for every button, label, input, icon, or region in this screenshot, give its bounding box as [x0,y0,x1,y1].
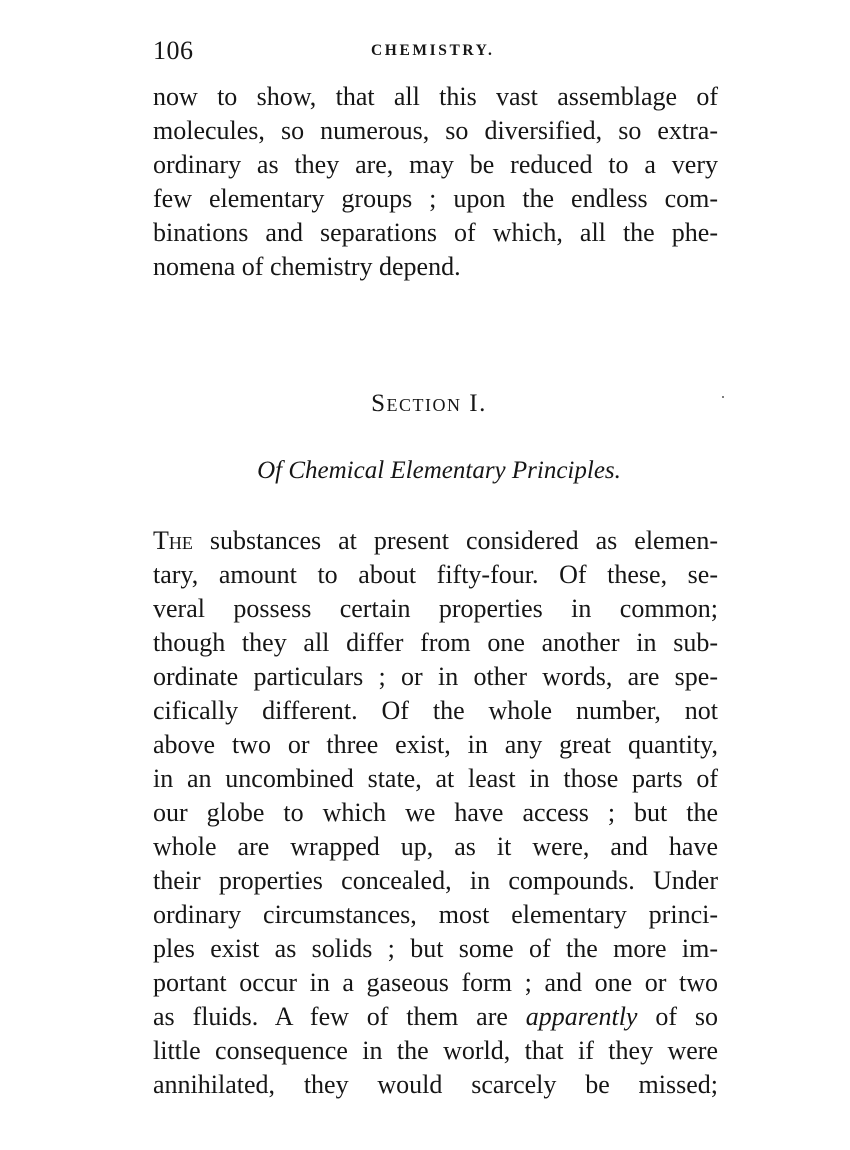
text-line: few elementary groups ; upon the endless com- [153,184,718,213]
text-line: nomena of chemistry depend. [153,252,461,281]
text-line: above two or three exist, in any great quantity, [153,730,718,759]
emphasized-word: apparently [525,1002,638,1031]
text-line: ordinary as they are, may be reduced to a very [153,150,718,179]
opening-word: The [153,526,193,555]
text-line: ordinary circumstances, most elementary princi- [153,900,718,929]
text-line: now to show, that all this vast assemblage of [153,82,718,111]
line-text: as fluids. A few of them are [153,1002,526,1031]
body-paragraph [153,524,718,1102]
text-line: ples exist as solids ; but some of the more im- [153,934,718,963]
section-heading: Section I. [371,390,487,417]
opening-line-text: substances at present considered as elemen- [192,526,718,555]
text-line: binations and separations of which, all the phe- [153,218,718,247]
text-line [153,524,718,558]
text-line: portant occur in a gaseous form ; and one or two [153,968,718,997]
page-number: 106 [153,36,194,65]
text-line: annihilated, they would scarcely be missed; [153,1070,718,1099]
text-line: veral possess certain properties in common; [153,594,718,623]
intro-paragraph [153,80,718,284]
text-line: little consequence in the world, that if they were [153,1036,718,1065]
text-line: their properties concealed, in compounds. Under [153,866,718,895]
text-line: cifically different. Of the whole number, not [153,696,718,725]
text-line: though they all differ from one another in sub- [153,628,718,657]
text-line: our globe to which we have access ; but the [153,798,718,827]
running-head [153,36,715,66]
running-title: CHEMISTRY. [371,42,495,59]
text-line: whole are wrapped up, as it were, and have [153,832,718,861]
text-line: ordinate particulars ; or in other words, are spe- [153,662,718,691]
line-text: of so [637,1002,718,1031]
text-line: tary, amount to about fifty-four. Of these, se- [153,560,718,589]
section-subtitle: Of Chemical Elementary Principles. [257,457,621,484]
text-line: in an uncombined state, at least in those parts of [153,764,718,793]
text-line: molecules, so numerous, so diversified, so extra- [153,116,718,145]
text-line [153,1000,718,1034]
